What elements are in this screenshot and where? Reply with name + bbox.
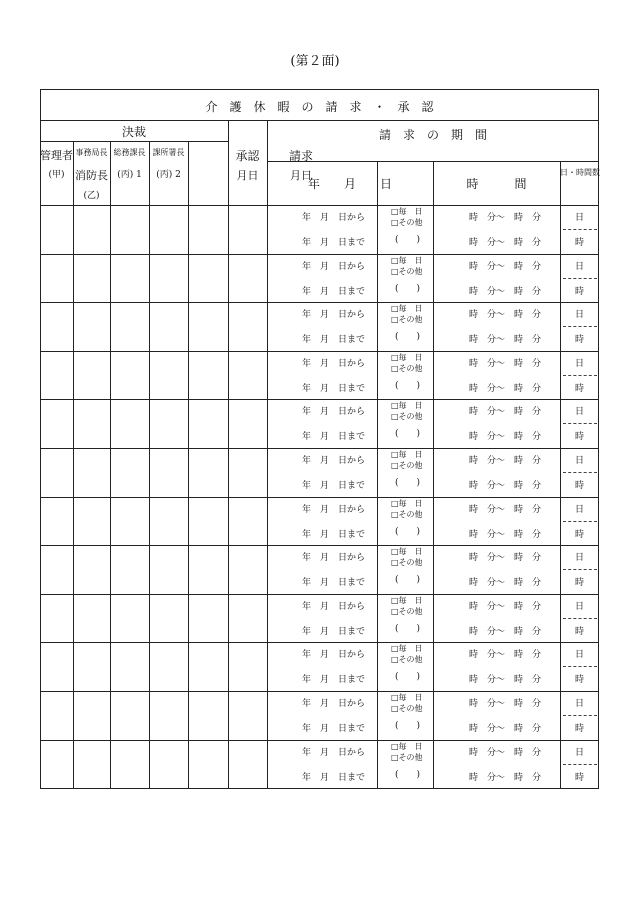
row-divider [40,545,599,546]
to-date: 年 月 日まで [302,432,366,443]
dashed-divider [563,666,597,667]
to-date: 年 月 日まで [302,481,366,491]
from-date: 年 月 日から [302,699,366,709]
to-date: 年 月 日まで [302,383,366,394]
hour-count: 時 [574,432,584,443]
other-paren: ( ) [395,672,421,683]
other-checkbox: □その他 [391,558,423,568]
row-divider [40,302,599,303]
to-date: 年 月 日まで [302,335,366,346]
rule [377,161,378,788]
col-somu: 総務課長 [113,148,146,157]
time-range-1: 時 分〜 時 分 [469,358,542,369]
rule [433,161,434,788]
col-shobocho-sub: (乙) [83,191,100,201]
to-date: 年 月 日まで [302,772,366,783]
hour-count: 時 [574,383,584,394]
day-count: 日 [574,553,584,564]
every-day-checkbox: □毎 日 [391,255,423,265]
time-range-1: 時 分〜 時 分 [469,699,542,709]
to-date: 年 月 日まで [302,724,366,734]
col-ymd: 年 月 日 [307,177,392,191]
hour-count: 時 [574,724,584,734]
day-count: 日 [574,747,584,758]
other-paren: ( ) [395,721,421,731]
every-day-checkbox: □毎 日 [391,352,423,362]
other-checkbox: □その他 [391,704,423,713]
every-day-checkbox: □毎 日 [391,547,423,557]
page-label: (第２面) [290,54,340,69]
time-range-1: 時 分〜 時 分 [469,601,542,612]
table-bottom-border [40,788,599,789]
from-date: 年 月 日から [302,553,366,564]
col-somu-sub: (丙) 1 [117,170,142,180]
other-paren: ( ) [395,380,421,391]
time-range-1: 時 分〜 時 分 [469,261,542,272]
other-checkbox: □その他 [391,412,423,422]
rule [267,120,268,788]
time-range-2: 時 分〜 時 分 [469,772,542,783]
time-range-1: 時 分〜 時 分 [469,407,542,418]
hour-count: 時 [574,335,584,346]
other-paren: ( ) [395,332,421,343]
other-paren: ( ) [395,429,421,440]
title-divider [40,120,599,121]
other-checkbox: □その他 [391,752,423,762]
day-count: 日 [574,213,584,223]
hour-count: 時 [574,286,584,297]
other-checkbox: □その他 [391,266,423,276]
col-shomusho: 課所署長 [152,148,185,157]
kessai-divider [40,141,228,142]
rule [228,120,229,788]
day-count: 日 [574,358,584,369]
from-date: 年 月 日から [302,650,366,661]
day-count: 日 [574,650,584,661]
from-date: 年 月 日から [302,358,366,369]
day-count: 日 [574,699,584,709]
time-range-2: 時 分〜 時 分 [469,626,542,637]
col-jimukyoku: 事務局長 [75,148,108,157]
kessai-label: 決裁 [121,125,146,139]
hour-count: 時 [574,772,584,783]
from-date: 年 月 日から [302,747,366,758]
every-day-checkbox: □毎 日 [391,498,423,508]
col-shobocho: 消防長 [75,169,108,182]
other-paren: ( ) [395,575,421,586]
col-kanrisha-sub: (甲) [48,170,65,180]
time-range-2: 時 分〜 時 分 [469,529,542,540]
row-divider [40,740,599,741]
dashed-divider [563,764,597,765]
row-divider [40,594,599,595]
row-divider [40,642,599,643]
to-date: 年 月 日まで [302,578,366,589]
other-checkbox: □その他 [391,606,423,616]
other-checkbox: □その他 [391,363,423,373]
time-range-1: 時 分〜 時 分 [469,213,542,223]
time-range-1: 時 分〜 時 分 [469,456,542,466]
other-checkbox: □その他 [391,315,423,325]
dashed-divider [563,618,597,619]
time-range-1: 時 分〜 時 分 [469,504,542,515]
dashed-divider [563,278,597,279]
dashed-divider [563,423,597,424]
every-day-checkbox: □毎 日 [391,304,423,314]
to-date: 年 月 日まで [302,675,366,686]
row-divider [40,497,599,498]
every-day-checkbox: □毎 日 [391,595,423,605]
other-checkbox: □その他 [391,509,423,519]
to-date: 年 月 日まで [302,238,366,248]
every-day-checkbox: □毎 日 [391,450,423,459]
from-date: 年 月 日から [302,310,366,321]
time-range-1: 時 分〜 時 分 [469,747,542,758]
day-count: 日 [574,456,584,466]
every-day-checkbox: □毎 日 [391,644,423,654]
row-divider [40,351,599,352]
time-range-1: 時 分〜 時 分 [469,553,542,564]
other-paren: ( ) [395,478,421,488]
period-label: 請 求 の 期 間 [378,128,487,142]
row-divider [40,691,599,692]
col-seikyu: 請求 [288,149,313,163]
other-paren: ( ) [395,283,421,294]
dashed-divider [563,229,597,230]
hour-count: 時 [574,578,584,589]
dashed-divider [563,375,597,376]
col-nichi-jikan: 日・時間数 [560,168,600,177]
every-day-checkbox: □毎 日 [391,401,423,411]
dashed-divider [563,326,597,327]
every-day-checkbox: □毎 日 [391,207,423,216]
col-seikyu-sub: 月日 [290,169,312,182]
dashed-divider [563,472,597,473]
from-date: 年 月 日から [302,601,366,612]
other-paren: ( ) [395,769,421,780]
day-count: 日 [574,261,584,272]
col-jikan: 時 間 [466,177,527,191]
col-shonin-sub: 月日 [236,169,259,182]
time-range-2: 時 分〜 時 分 [469,481,542,491]
day-count: 日 [574,504,584,515]
time-range-2: 時 分〜 時 分 [469,724,542,734]
col-shonin: 承認 [235,149,260,163]
time-range-2: 時 分〜 時 分 [469,383,542,394]
other-checkbox: □その他 [391,461,423,470]
row-divider [40,399,599,400]
hour-count: 時 [574,675,584,686]
care-leave-form-table [40,89,599,788]
to-date: 年 月 日まで [302,529,366,540]
table-top-border [40,89,599,90]
time-range-1: 時 分〜 時 分 [469,650,542,661]
time-range-2: 時 分〜 時 分 [469,432,542,443]
every-day-checkbox: □毎 日 [391,693,423,702]
other-paren: ( ) [395,235,421,245]
col-kanrisha: 管理者 [40,149,73,162]
header-bottom [40,205,599,206]
hour-count: 時 [574,626,584,637]
to-date: 年 月 日まで [302,286,366,297]
other-checkbox: □その他 [391,218,423,227]
time-range-2: 時 分〜 時 分 [469,238,542,248]
from-date: 年 月 日から [302,504,366,515]
dashed-divider [563,521,597,522]
from-date: 年 月 日から [302,261,366,272]
hour-count: 時 [574,529,584,540]
col-shomusho-sub: (丙) 2 [156,170,181,180]
from-date: 年 月 日から [302,456,366,466]
day-count: 日 [574,601,584,612]
rule [560,161,561,788]
dashed-divider [563,715,597,716]
from-date: 年 月 日から [302,407,366,418]
to-date: 年 月 日まで [302,626,366,637]
day-count: 日 [574,310,584,321]
hour-count: 時 [574,238,584,248]
time-range-2: 時 分〜 時 分 [469,286,542,297]
row-divider [40,448,599,449]
every-day-checkbox: □毎 日 [391,741,423,751]
row-divider [40,254,599,255]
form-title: 介 護 休 暇 の 請 求 ・ 承 認 [205,100,434,114]
other-paren: ( ) [395,526,421,537]
other-checkbox: □その他 [391,655,423,665]
time-range-2: 時 分〜 時 分 [469,675,542,686]
other-paren: ( ) [395,623,421,634]
day-count: 日 [574,407,584,418]
time-range-2: 時 分〜 時 分 [469,335,542,346]
time-range-2: 時 分〜 時 分 [469,578,542,589]
table-left-border [40,89,41,788]
hour-count: 時 [574,481,584,491]
time-range-1: 時 分〜 時 分 [469,310,542,321]
from-date: 年 月 日から [302,213,366,223]
dashed-divider [563,569,597,570]
